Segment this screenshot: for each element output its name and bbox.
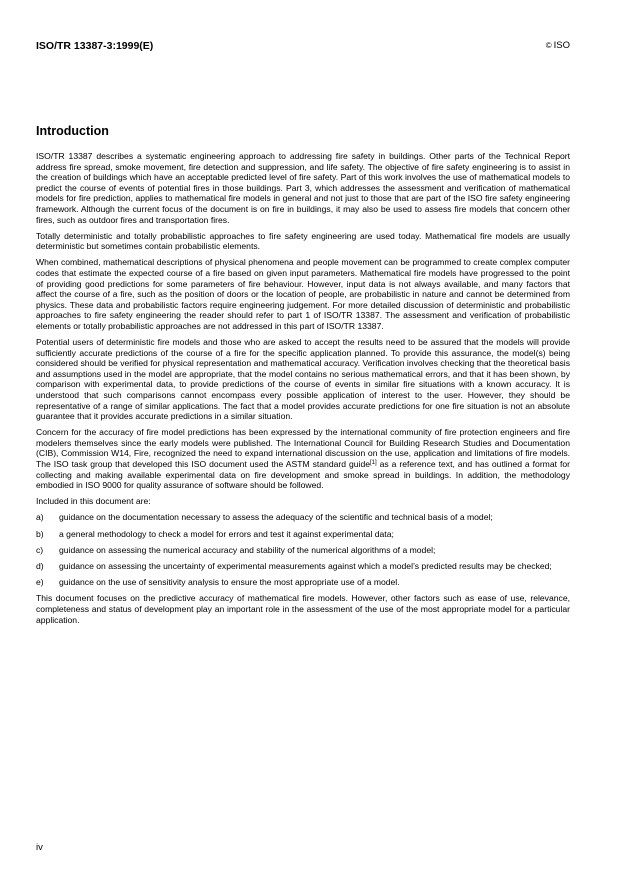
contents-list (36, 512, 570, 587)
paragraph-3: When combined, mathematical descriptions of physical phenomena and people movement can be programmed to create complex computer codes that estimate the expected course of a fire based on given input parameters. Mathematical fire models have progressed to the point of providing good predictions for some parameters of fire behaviour. However, input data is not always available, and many factors that affect the course of a fire, such as the position of doors or the location of people, are probabilistic in nature and cannot be determined from physics. These data and probabilistic factors require engineering judgement. For more detailed discussion of deterministic and probabilistic approaches to fire safety engineering the reader should refer to part 1 of ISO/TR 13387. The assessment and verification of probabilistic elements or totally probabilistic approaches are not addressed in this part of ISO/TR 13387. (36, 257, 570, 331)
document-body (36, 151, 570, 631)
copyright-org: ISO (553, 40, 570, 51)
list-item (36, 577, 570, 588)
list-marker: d) (36, 560, 44, 571)
copyright-notice (546, 40, 570, 51)
paragraph-6: Included in this document are: (36, 496, 151, 507)
list-item-text: guidance on the documentation necessary to assess the adequacy of the scientific and technical basis of a model; (59, 512, 493, 523)
paragraph-5 (36, 427, 570, 491)
section-title: Introduction (36, 124, 109, 138)
paragraph-1: ISO/TR 13387 describes a systematic engineering approach to addressing fire safety in buildings. Other parts of the Technical Report address fire spread, smoke movement, fire detection and suppression, and life safety. The objective of fire safety engineering is to assist in the creation of buildings which have an acceptable predicted level of fire safety. Part of this work involves the use of mathematical models to predict the course of events of potential fires in those buildings. Part 3, which addresses the assessment and verification of mathematical models for fire prediction, applies to mathematical fire models in general and not just to those that are part of the ISO fire safety engineering framework. Although the current focus of the document is on fire in buildings, it may also be used to assess fire models that concern other fires, such as outdoor fires and transportation fires. (36, 151, 570, 225)
paragraph-5-text-a: Concern for the accuracy of fire model predictions has been expressed by the international community of fire protection engineers and fire modelers themselves since the early models were published. The International Council for Building Research Studies and Documentation (CIB), Commission W14, Fire, recognized the need to expand international discussion on the use, application and limitations of fire models. The ISO task group that developed this ISO document used the ASTM standard guide (36, 427, 570, 470)
paragraph-7: This document focuses on the predictive accuracy of mathematical fire models. However, other factors such as ease of use, relevance, completeness and status of development play an important role in the assessment of the use of the most appropriate model for a particular application. (36, 593, 570, 625)
list-item-text: guidance on the use of sensitivity analysis to ensure the most appropriate use of a model. (59, 576, 400, 587)
page-number: iv (36, 842, 43, 853)
list-marker: c) (36, 544, 44, 555)
list-item (36, 561, 570, 572)
list-item (36, 529, 570, 540)
document-id: ISO/TR 13387-3:1999(E) (36, 40, 154, 52)
list-item-text: a general methodology to check a model for errors and test it against experimental data; (59, 528, 394, 539)
copyright-symbol: © (545, 41, 552, 50)
list-marker: b) (36, 528, 44, 539)
paragraph-5-text-b: as a reference text, and has outlined a format for collecting and making available experimental data on fire development and smoke spread in buildings. In addition, the methodology embodied in ISO 9000 for quality assurance of software should be followed. (36, 459, 570, 491)
list-item-text: guidance on assessing the uncertainty of experimental measurements against which a model’s predicted results may be checked; (59, 560, 552, 571)
list-item (36, 545, 570, 556)
list-marker: a) (36, 512, 44, 523)
paragraph-2: Totally deterministic and totally probabilistic approaches to fire safety engineering are used today. Mathematical fire models are usually deterministic but sometimes contain probabilistic elements. (36, 230, 570, 252)
reference-marker: [1] (370, 460, 377, 467)
list-marker: e) (36, 576, 44, 587)
paragraph-4: Potential users of deterministic fire models and those who are asked to accept the results need to be assured that the models will provide sufficiently accurate predictions of the course of a fire for the specific application planned. To provide this assurance, the model(s) being considered should be verified for physical representation and mathematical accuracy. Verification involves checking that the theoretical basis and assumptions used in the model are appropriate, that the model contains no serious mathematical errors, and that it has been shown, by comparison with experimental data, to provide predictions of the course of events in similar fire situations with a known accuracy. It is understood that such comparisons cannot encompass every possible application of interest to the user. However, they should be representative of a range of similar applications. The fact that a model provides accurate predictions for one fire situation is not an absolute guarantee that it provides accurate predictions in a similar situation. (36, 337, 570, 422)
list-item (36, 512, 570, 523)
list-item-text: guidance on assessing the numerical accuracy and stability of the numerical algorithms of a model; (59, 544, 436, 555)
